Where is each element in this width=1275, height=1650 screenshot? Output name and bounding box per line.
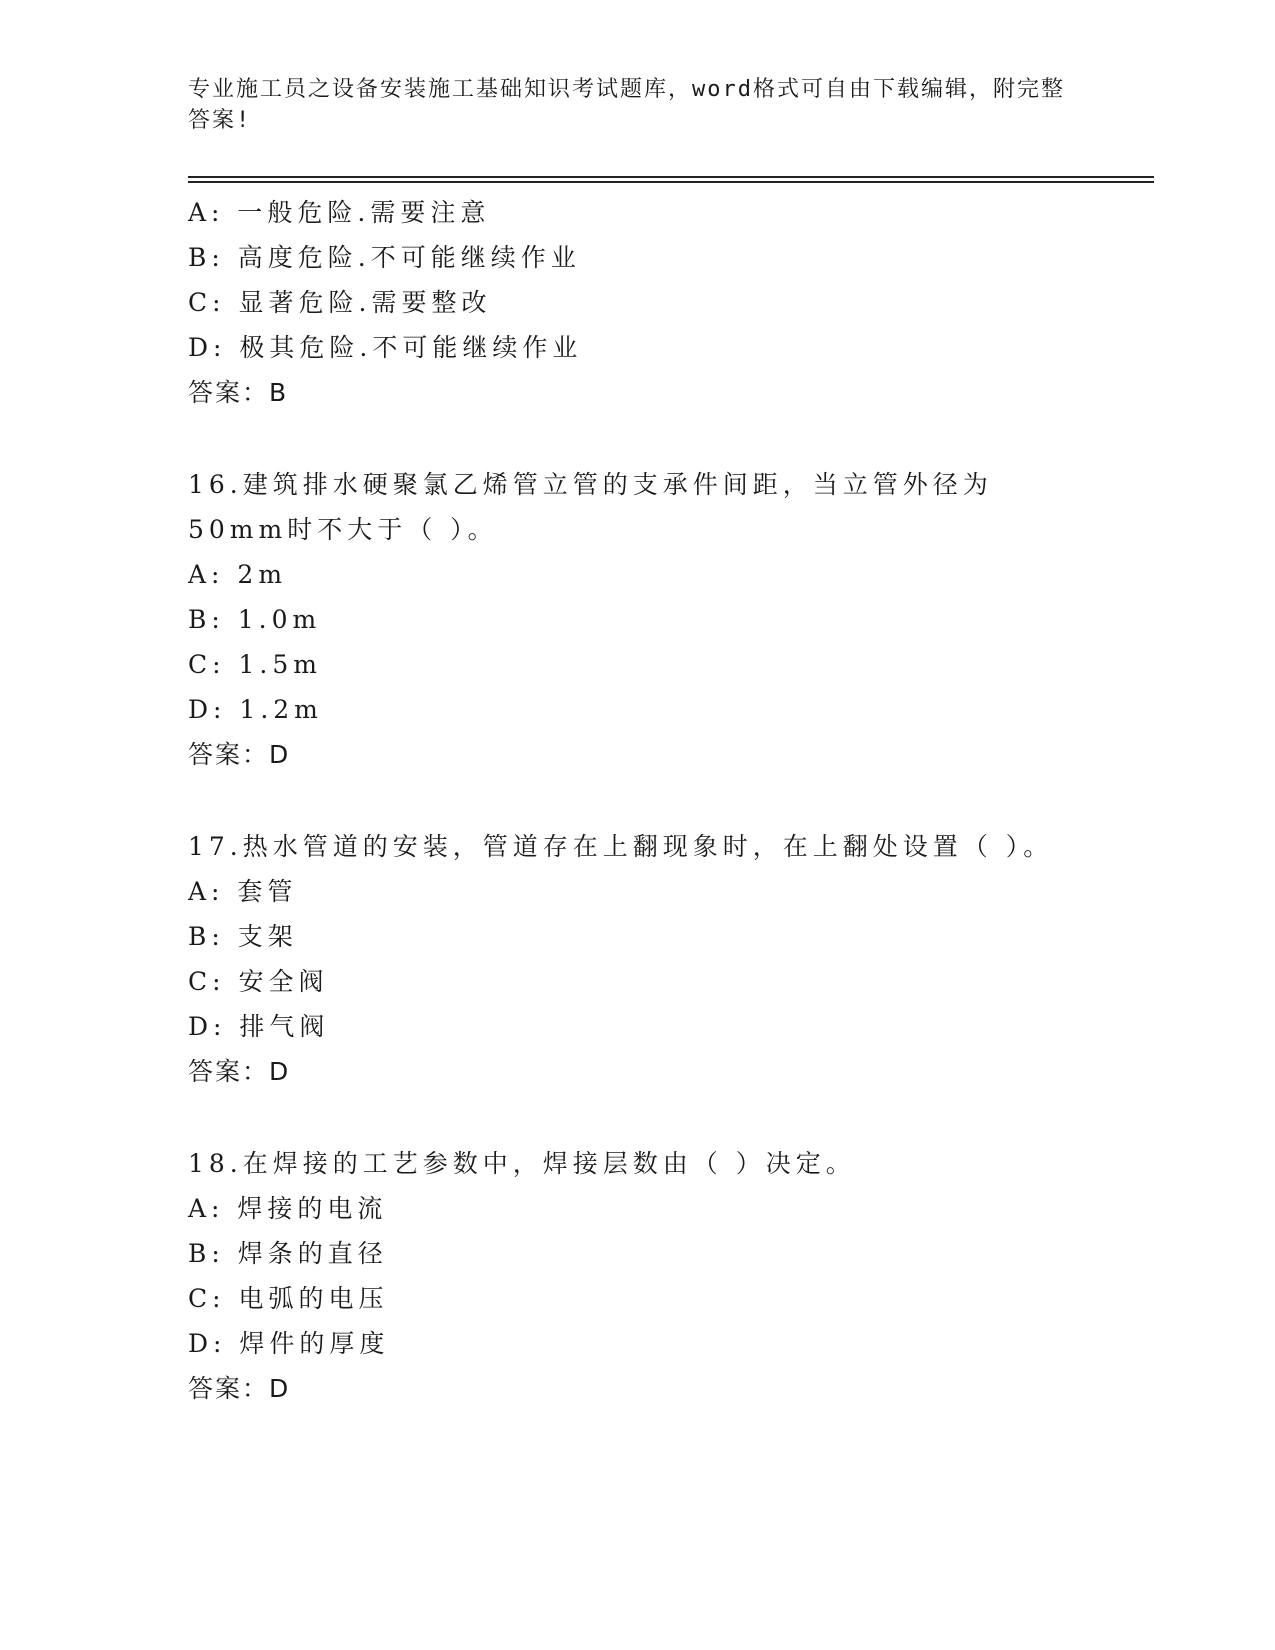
answer-line: 答案：D bbox=[188, 1374, 291, 1403]
answer-line: 答案：D bbox=[188, 740, 291, 769]
question-block bbox=[188, 1141, 1088, 1411]
question-stem: 16.建筑排水硬聚氯乙烯管立管的支承件间距，当立管外径为50mm时不大于（ ）。 bbox=[188, 470, 993, 544]
question-block bbox=[188, 462, 1088, 777]
option-c: C: 1.5m bbox=[188, 650, 322, 679]
option-b: B: 支架 bbox=[188, 922, 298, 951]
option-a: A: 一般危险.需要注意 bbox=[188, 198, 491, 227]
header-rule-top bbox=[188, 176, 1154, 178]
answer-line: 答案：D bbox=[188, 1057, 291, 1086]
option-d: D: 极其危险.不可能继续作业 bbox=[188, 333, 583, 362]
document-header: 专业施工员之设备安装施工基础知识考试题库，word格式可自由下载编辑，附完整答案! bbox=[188, 77, 1065, 133]
question-block bbox=[188, 824, 1088, 1094]
option-c: C: 电弧的电压 bbox=[188, 1284, 389, 1313]
question-stem: 17.热水管道的安装，管道存在上翻现象时，在上翻处设置（ ）。 bbox=[188, 832, 1054, 861]
option-a: A: 套管 bbox=[188, 877, 298, 906]
option-d: D: 焊件的厚度 bbox=[188, 1329, 390, 1358]
option-b: B: 高度危险.不可能继续作业 bbox=[188, 243, 581, 272]
option-d: D: 排气阀 bbox=[188, 1012, 330, 1041]
option-a: A: 焊接的电流 bbox=[188, 1194, 388, 1223]
question-stem: 18.在焊接的工艺参数中，焊接层数由（ ）决定。 bbox=[188, 1149, 856, 1178]
header-rule-bottom bbox=[188, 181, 1154, 183]
option-a: A: 2m bbox=[188, 560, 288, 589]
answer-line: 答案：B bbox=[188, 378, 289, 407]
question-list bbox=[188, 190, 1088, 1411]
option-c: C: 安全阀 bbox=[188, 967, 329, 996]
option-d: D: 1.2m bbox=[188, 695, 323, 724]
question-block bbox=[188, 190, 1088, 415]
option-b: B: 1.0m bbox=[188, 605, 322, 634]
option-c: C: 显著危险.需要整改 bbox=[188, 288, 492, 317]
option-b: B: 焊条的直径 bbox=[188, 1239, 388, 1268]
